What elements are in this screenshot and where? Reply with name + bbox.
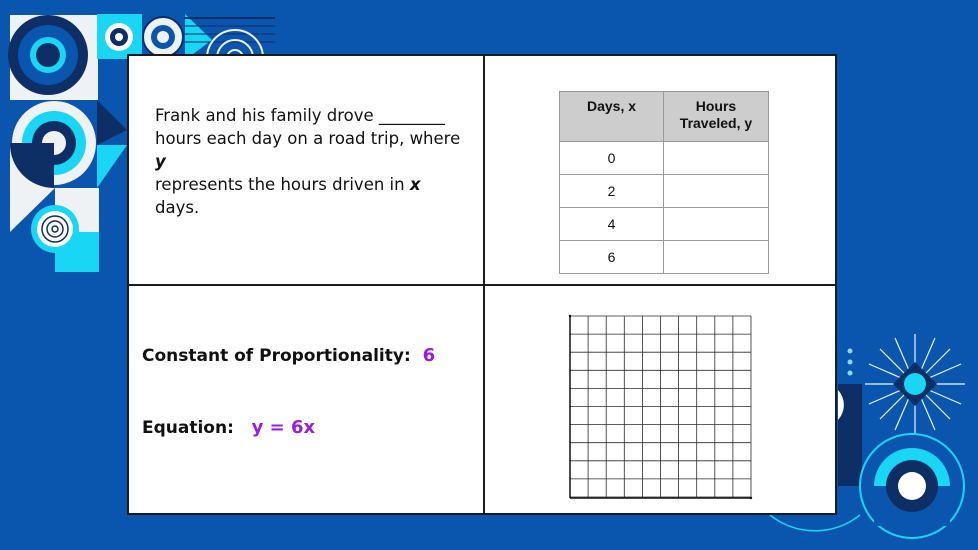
hours-cell[interactable] <box>664 208 769 241</box>
problem-line-2-text: hours each day on a road trip, where <box>155 129 461 148</box>
problem-line-3-text: represents the hours driven in <box>155 175 410 194</box>
days-cell: 2 <box>560 175 664 208</box>
table-row <box>560 142 769 175</box>
table-row <box>560 241 769 274</box>
header-hours: Hours Traveled, y <box>664 92 769 142</box>
hours-cell[interactable] <box>664 241 769 274</box>
header-days: Days, x <box>560 92 664 142</box>
days-hours-table <box>559 91 769 274</box>
problem-line-2 <box>155 127 465 173</box>
problem-line-3-end: days. <box>155 198 200 217</box>
problem-line-1: Frank and his family drove ________ <box>155 106 445 125</box>
horizontal-divider <box>129 284 835 286</box>
problem-line-3 <box>155 173 465 219</box>
days-cell: 0 <box>560 142 664 175</box>
equation-label: Equation: <box>142 418 234 438</box>
x-axis-arrow <box>750 497 752 499</box>
days-cell: 4 <box>560 208 664 241</box>
variable-x: x <box>409 175 421 194</box>
hours-cell[interactable] <box>664 142 769 175</box>
problem-statement <box>155 104 465 219</box>
hours-cell[interactable] <box>664 175 769 208</box>
constant-label: Constant of Proportionality: <box>142 346 411 366</box>
coordinate-grid[interactable] <box>567 314 753 500</box>
worksheet-card <box>127 54 837 515</box>
variable-y: y <box>155 152 166 171</box>
table-row <box>560 208 769 241</box>
table-header-row <box>560 92 769 142</box>
days-cell: 6 <box>560 241 664 274</box>
equation <box>142 417 315 438</box>
constant-value: 6 <box>422 345 436 366</box>
table-row <box>560 175 769 208</box>
constant-of-proportionality <box>142 345 435 366</box>
y-axis-arrow <box>569 315 571 317</box>
equation-value: y = 6x <box>251 417 316 438</box>
